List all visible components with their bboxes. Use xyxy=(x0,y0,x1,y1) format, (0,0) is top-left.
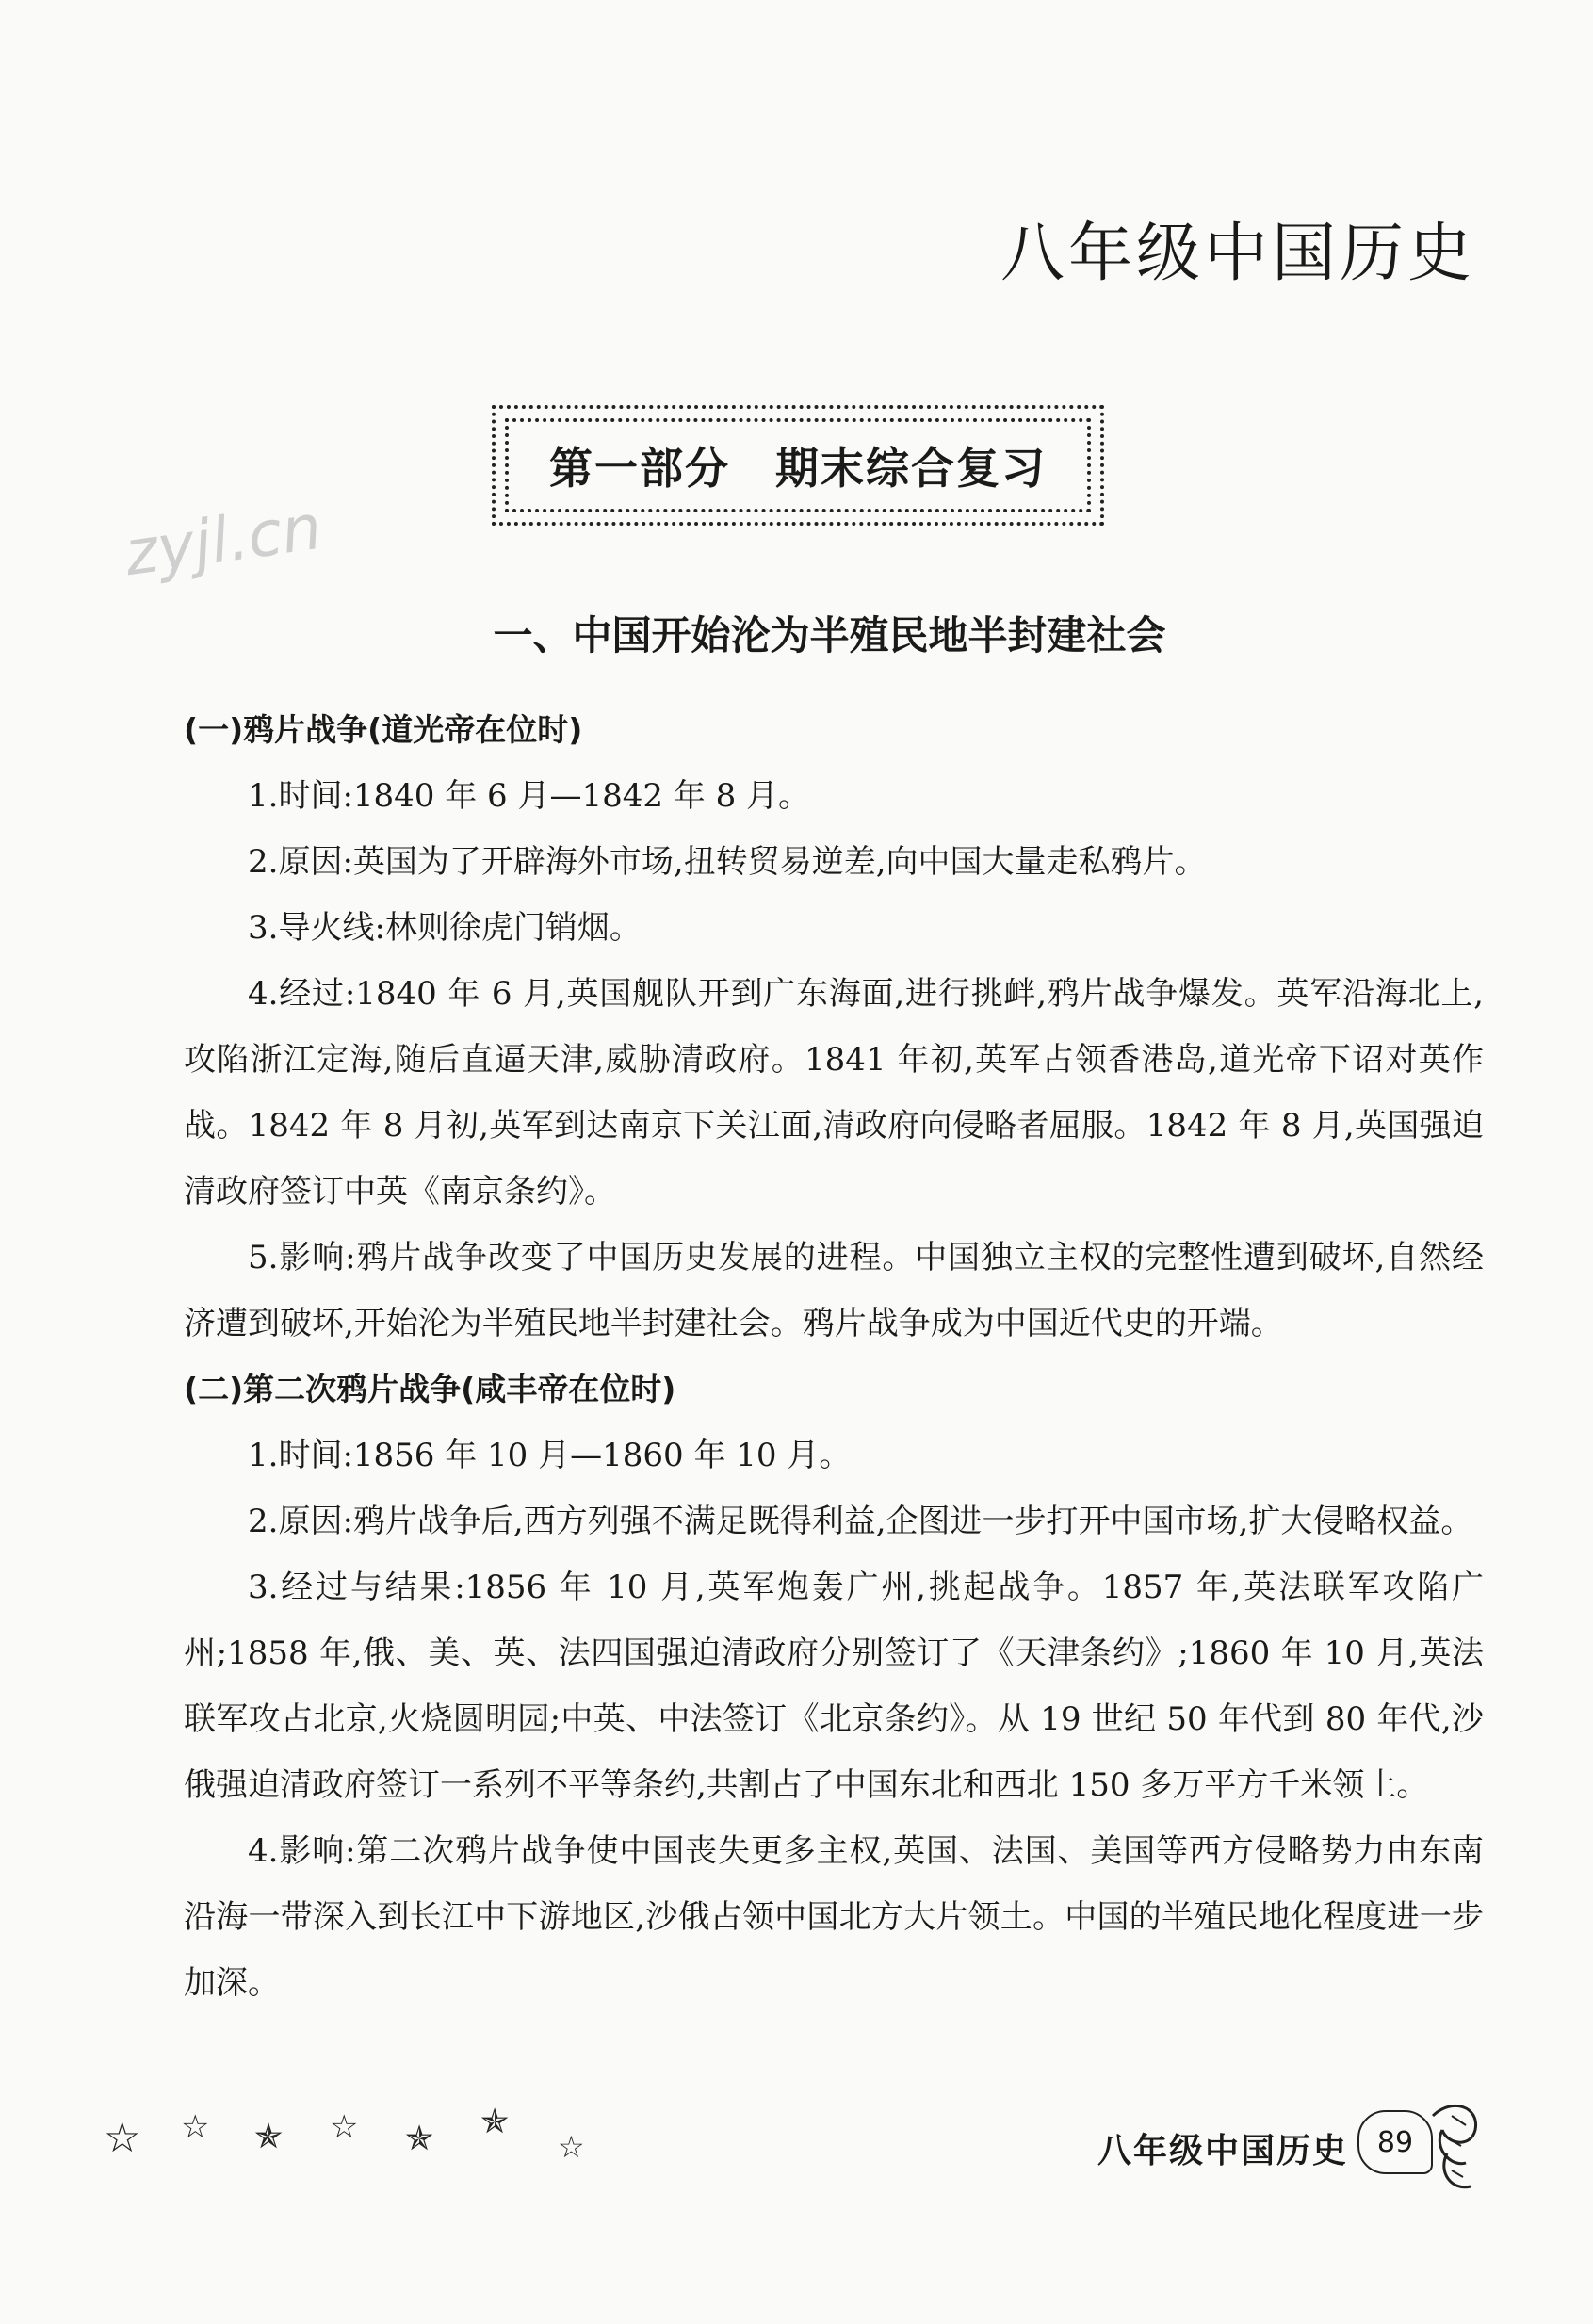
paragraph: 3.经过与结果:1856 年 10 月,英军炮轰广州,挑起战争。1857 年,英法联军攻陷广州;1858 年,俄、美、英、法四国强迫清政府分别签订了《天津条约》;1860 年 10 月,英法联军攻占北京,火烧圆明园;中英、中法签订《北京条约》。从 19 世纪 50 年代到 80 年代,沙俄强迫清政府签订一系列不平等条约,共割占了中国东北和西北 150 多万平方千米领土。 xyxy=(184,1568,1484,1804)
body-text xyxy=(184,697,1484,2016)
watermark: zyjl.cn xyxy=(120,490,326,591)
star-icon: ✯ xyxy=(480,2103,510,2141)
paragraph: 2.原因:英国为了开辟海外市场,扭转贸易逆差,向中国大量走私鸦片。 xyxy=(248,843,1207,881)
star-icon: ☆ xyxy=(558,2129,585,2165)
paragraph: 3.导火线:林则徐虎门销烟。 xyxy=(248,909,642,947)
part-title: 第一部分 期末综合复习 xyxy=(549,443,1047,494)
part-title-box xyxy=(492,405,1104,526)
star-icon: ☆ xyxy=(181,2108,210,2146)
footer-title: 八年级中国历史 xyxy=(1097,2132,1348,2170)
section-heading: 一、中国开始沦为半殖民地半封建社会 xyxy=(493,612,1166,658)
star-icon: ☆ xyxy=(104,2114,141,2162)
star-icon: ☆ xyxy=(330,2108,359,2146)
subsection-heading: (一)鸦片战争(道光帝在位时) xyxy=(184,711,583,748)
paragraph: 4.经过:1840 年 6 月,英国舰队开到广东海面,进行挑衅,鸦片战争爆发。英军沿海北上,攻陷浙江定海,随后直逼天津,威胁清政府。1841 年初,英军占领香港岛,道光帝下诏对英作战。1842 年 8 月初,英军到达南京下关江面,清政府向侵略者屈服。1842 年 8 月,英国强迫清政府签订中英《南京条约》。 xyxy=(184,975,1484,1211)
page-number: 89 xyxy=(1357,2110,1433,2174)
page-title: 八年级中国历史 xyxy=(1000,217,1475,291)
paragraph: 1.时间:1840 年 6 月—1842 年 8 月。 xyxy=(248,777,811,815)
paragraph: 4.影响:第二次鸦片战争使中国丧失更多主权,英国、法国、美国等西方侵略势力由东南沿海一带深入到长江中下游地区,沙俄占领中国北方大片领土。中国的半殖民地化程度进一步加深。 xyxy=(184,1832,1484,2002)
star-icon: ✯ xyxy=(405,2120,434,2158)
subsection-heading: (二)第二次鸦片战争(咸丰帝在位时) xyxy=(184,1371,676,1407)
paragraph: 5.影响:鸦片战争改变了中国历史发展的进程。中国独立主权的完整性遭到破坏,自然经济遭到破坏,开始沦为半殖民地半封建社会。鸦片战争成为中国近代史的开端。 xyxy=(184,1239,1484,1342)
footer xyxy=(94,2103,1518,2186)
star-icon: ✯ xyxy=(254,2118,284,2156)
paragraph: 2.原因:鸦片战争后,西方列强不满足既得利益,企图进一步打开中国市场,扩大侵略权益。 xyxy=(248,1503,1473,1540)
paragraph: 1.时间:1856 年 10 月—1860 年 10 月。 xyxy=(248,1437,852,1474)
leaf-icon xyxy=(1423,2097,1489,2204)
